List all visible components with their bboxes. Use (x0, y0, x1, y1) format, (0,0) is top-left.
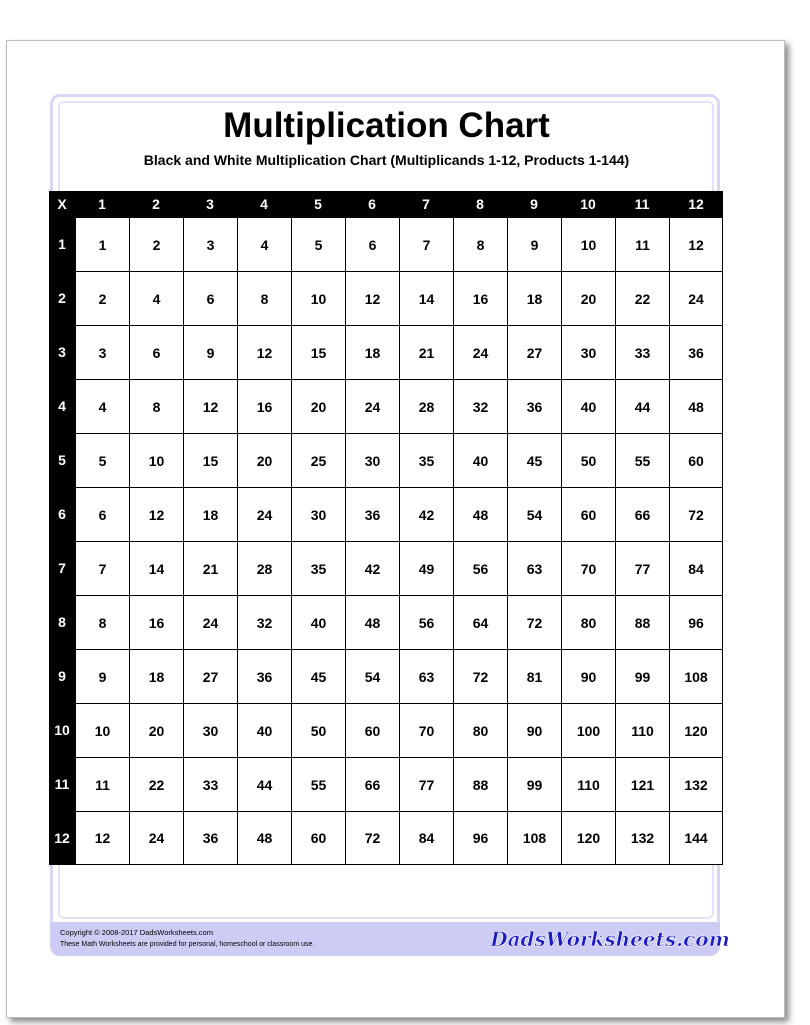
table-cell: 110 (615, 703, 669, 757)
table-cell: 20 (291, 379, 345, 433)
table-cell: 15 (291, 325, 345, 379)
table-cell: 30 (183, 703, 237, 757)
row-header: 1 (49, 217, 75, 271)
table-cell: 28 (399, 379, 453, 433)
table-cell: 40 (237, 703, 291, 757)
table-cell: 20 (561, 271, 615, 325)
table-cell: 60 (561, 487, 615, 541)
table-cell: 22 (129, 757, 183, 811)
table-cell: 36 (507, 379, 561, 433)
table-cell: 6 (75, 487, 129, 541)
table-cell: 18 (129, 649, 183, 703)
table-cell: 48 (453, 487, 507, 541)
table-cell: 36 (669, 325, 723, 379)
table-cell: 72 (669, 487, 723, 541)
table-cell: 10 (561, 217, 615, 271)
table-cell: 12 (237, 325, 291, 379)
table-cell: 21 (183, 541, 237, 595)
table-cell: 8 (453, 217, 507, 271)
table-cell: 33 (183, 757, 237, 811)
table-cell: 20 (237, 433, 291, 487)
table-cell: 14 (129, 541, 183, 595)
table-cell: 24 (669, 271, 723, 325)
table-cell: 25 (291, 433, 345, 487)
row-header: 5 (49, 433, 75, 487)
table-cell: 36 (183, 811, 237, 865)
table-cell: 80 (453, 703, 507, 757)
table-cell: 7 (399, 217, 453, 271)
table-cell: 10 (291, 271, 345, 325)
column-header: 9 (507, 191, 561, 217)
table-cell: 63 (507, 541, 561, 595)
logo-text: DadsWorksheets.com (490, 927, 730, 951)
table-cell: 18 (183, 487, 237, 541)
table-cell: 3 (75, 325, 129, 379)
table-cell: 16 (129, 595, 183, 649)
table-cell: 24 (345, 379, 399, 433)
column-header: 10 (561, 191, 615, 217)
table-cell: 99 (615, 649, 669, 703)
table-cell: 21 (399, 325, 453, 379)
table-cell: 120 (561, 811, 615, 865)
table-cell: 1 (75, 217, 129, 271)
table-cell: 72 (453, 649, 507, 703)
column-header: 3 (183, 191, 237, 217)
table-cell: 35 (399, 433, 453, 487)
table-cell: 10 (129, 433, 183, 487)
table-cell: 9 (75, 649, 129, 703)
dadsworksheets-logo (490, 924, 730, 954)
table-cell: 24 (183, 595, 237, 649)
table-cell: 40 (291, 595, 345, 649)
table-cell: 144 (669, 811, 723, 865)
table-cell: 48 (669, 379, 723, 433)
table-cell: 4 (237, 217, 291, 271)
table-cell: 84 (669, 541, 723, 595)
table-cell: 54 (507, 487, 561, 541)
table-cell: 22 (615, 271, 669, 325)
table-cell: 15 (183, 433, 237, 487)
table-cell: 36 (345, 487, 399, 541)
table-cell: 88 (453, 757, 507, 811)
table-cell: 45 (291, 649, 345, 703)
table-cell: 54 (345, 649, 399, 703)
table-cell: 72 (345, 811, 399, 865)
table-cell: 48 (237, 811, 291, 865)
table-cell: 9 (507, 217, 561, 271)
column-header: 1 (75, 191, 129, 217)
table-cell: 30 (345, 433, 399, 487)
table-cell: 2 (75, 271, 129, 325)
table-cell: 55 (615, 433, 669, 487)
table-cell: 132 (615, 811, 669, 865)
table-cell: 48 (345, 595, 399, 649)
table-cell: 5 (75, 433, 129, 487)
row-header: 6 (49, 487, 75, 541)
table-cell: 2 (129, 217, 183, 271)
table-cell: 70 (399, 703, 453, 757)
column-header: 11 (615, 191, 669, 217)
table-cell: 7 (75, 541, 129, 595)
table-cell: 6 (129, 325, 183, 379)
table-cell: 66 (345, 757, 399, 811)
table-cell: 5 (291, 217, 345, 271)
table-cell: 77 (615, 541, 669, 595)
table-cell: 18 (507, 271, 561, 325)
corner-header: X (49, 191, 75, 217)
table-cell: 49 (399, 541, 453, 595)
table-cell: 36 (237, 649, 291, 703)
row-header: 3 (49, 325, 75, 379)
table-cell: 16 (453, 271, 507, 325)
table-cell: 8 (237, 271, 291, 325)
table-cell: 14 (399, 271, 453, 325)
table-cell: 90 (561, 649, 615, 703)
column-header: 8 (453, 191, 507, 217)
table-cell: 100 (561, 703, 615, 757)
table-cell: 4 (129, 271, 183, 325)
table-cell: 44 (615, 379, 669, 433)
table-cell: 24 (129, 811, 183, 865)
table-cell: 27 (183, 649, 237, 703)
table-cell: 50 (561, 433, 615, 487)
row-header: 8 (49, 595, 75, 649)
table-cell: 16 (237, 379, 291, 433)
table-cell: 20 (129, 703, 183, 757)
table-cell: 6 (183, 271, 237, 325)
table-cell: 108 (669, 649, 723, 703)
table-cell: 132 (669, 757, 723, 811)
table-cell: 11 (615, 217, 669, 271)
table-cell: 12 (183, 379, 237, 433)
column-header: 7 (399, 191, 453, 217)
table-cell: 96 (453, 811, 507, 865)
table-cell: 88 (615, 595, 669, 649)
table-cell: 28 (237, 541, 291, 595)
row-header: 4 (49, 379, 75, 433)
table-cell: 60 (669, 433, 723, 487)
table-cell: 42 (345, 541, 399, 595)
row-header: 12 (49, 811, 75, 865)
table-cell: 66 (615, 487, 669, 541)
table-cell: 72 (507, 595, 561, 649)
table-cell: 99 (507, 757, 561, 811)
table-cell: 55 (291, 757, 345, 811)
table-cell: 33 (615, 325, 669, 379)
page-title: Multiplication Chart (223, 106, 550, 145)
table-cell: 32 (453, 379, 507, 433)
table-cell: 63 (399, 649, 453, 703)
table-cell: 10 (75, 703, 129, 757)
table-cell: 108 (507, 811, 561, 865)
table-cell: 11 (75, 757, 129, 811)
table-cell: 35 (291, 541, 345, 595)
row-header: 10 (49, 703, 75, 757)
table-cell: 44 (237, 757, 291, 811)
table-cell: 12 (129, 487, 183, 541)
table-cell: 60 (345, 703, 399, 757)
table-cell: 40 (453, 433, 507, 487)
table-cell: 60 (291, 811, 345, 865)
column-header: 5 (291, 191, 345, 217)
table-cell: 45 (507, 433, 561, 487)
column-header: 2 (129, 191, 183, 217)
table-cell: 40 (561, 379, 615, 433)
usage-note: These Math Worksheets are provided for personal, homeschool or classroom use. (60, 941, 315, 948)
row-header: 11 (49, 757, 75, 811)
table-cell: 18 (345, 325, 399, 379)
row-header: 2 (49, 271, 75, 325)
table-cell: 12 (75, 811, 129, 865)
table-cell: 96 (669, 595, 723, 649)
table-cell: 90 (507, 703, 561, 757)
table-cell: 9 (183, 325, 237, 379)
table-cell: 77 (399, 757, 453, 811)
table-cell: 56 (399, 595, 453, 649)
column-header: 4 (237, 191, 291, 217)
table-cell: 24 (453, 325, 507, 379)
column-header: 6 (345, 191, 399, 217)
row-header: 7 (49, 541, 75, 595)
table-cell: 70 (561, 541, 615, 595)
table-cell: 12 (669, 217, 723, 271)
table-cell: 4 (75, 379, 129, 433)
table-cell: 80 (561, 595, 615, 649)
table-cell: 24 (237, 487, 291, 541)
table-cell: 32 (237, 595, 291, 649)
table-cell: 12 (345, 271, 399, 325)
table-cell: 8 (129, 379, 183, 433)
row-header: 9 (49, 649, 75, 703)
copyright-text: Copyright © 2008-2017 DadsWorksheets.com (60, 928, 213, 937)
table-cell: 56 (453, 541, 507, 595)
table-cell: 120 (669, 703, 723, 757)
multiplication-table (49, 191, 723, 865)
page-subtitle: Black and White Multiplication Chart (Multiplicands 1-12, Products 1-144) (143, 152, 630, 168)
table-cell: 8 (75, 595, 129, 649)
table-cell: 3 (183, 217, 237, 271)
table-cell: 64 (453, 595, 507, 649)
table-cell: 30 (561, 325, 615, 379)
table-cell: 50 (291, 703, 345, 757)
table-cell: 6 (345, 217, 399, 271)
table-cell: 84 (399, 811, 453, 865)
table-cell: 121 (615, 757, 669, 811)
table-cell: 42 (399, 487, 453, 541)
table-cell: 110 (561, 757, 615, 811)
column-header: 12 (669, 191, 723, 217)
table-cell: 27 (507, 325, 561, 379)
table-cell: 30 (291, 487, 345, 541)
table-cell: 81 (507, 649, 561, 703)
